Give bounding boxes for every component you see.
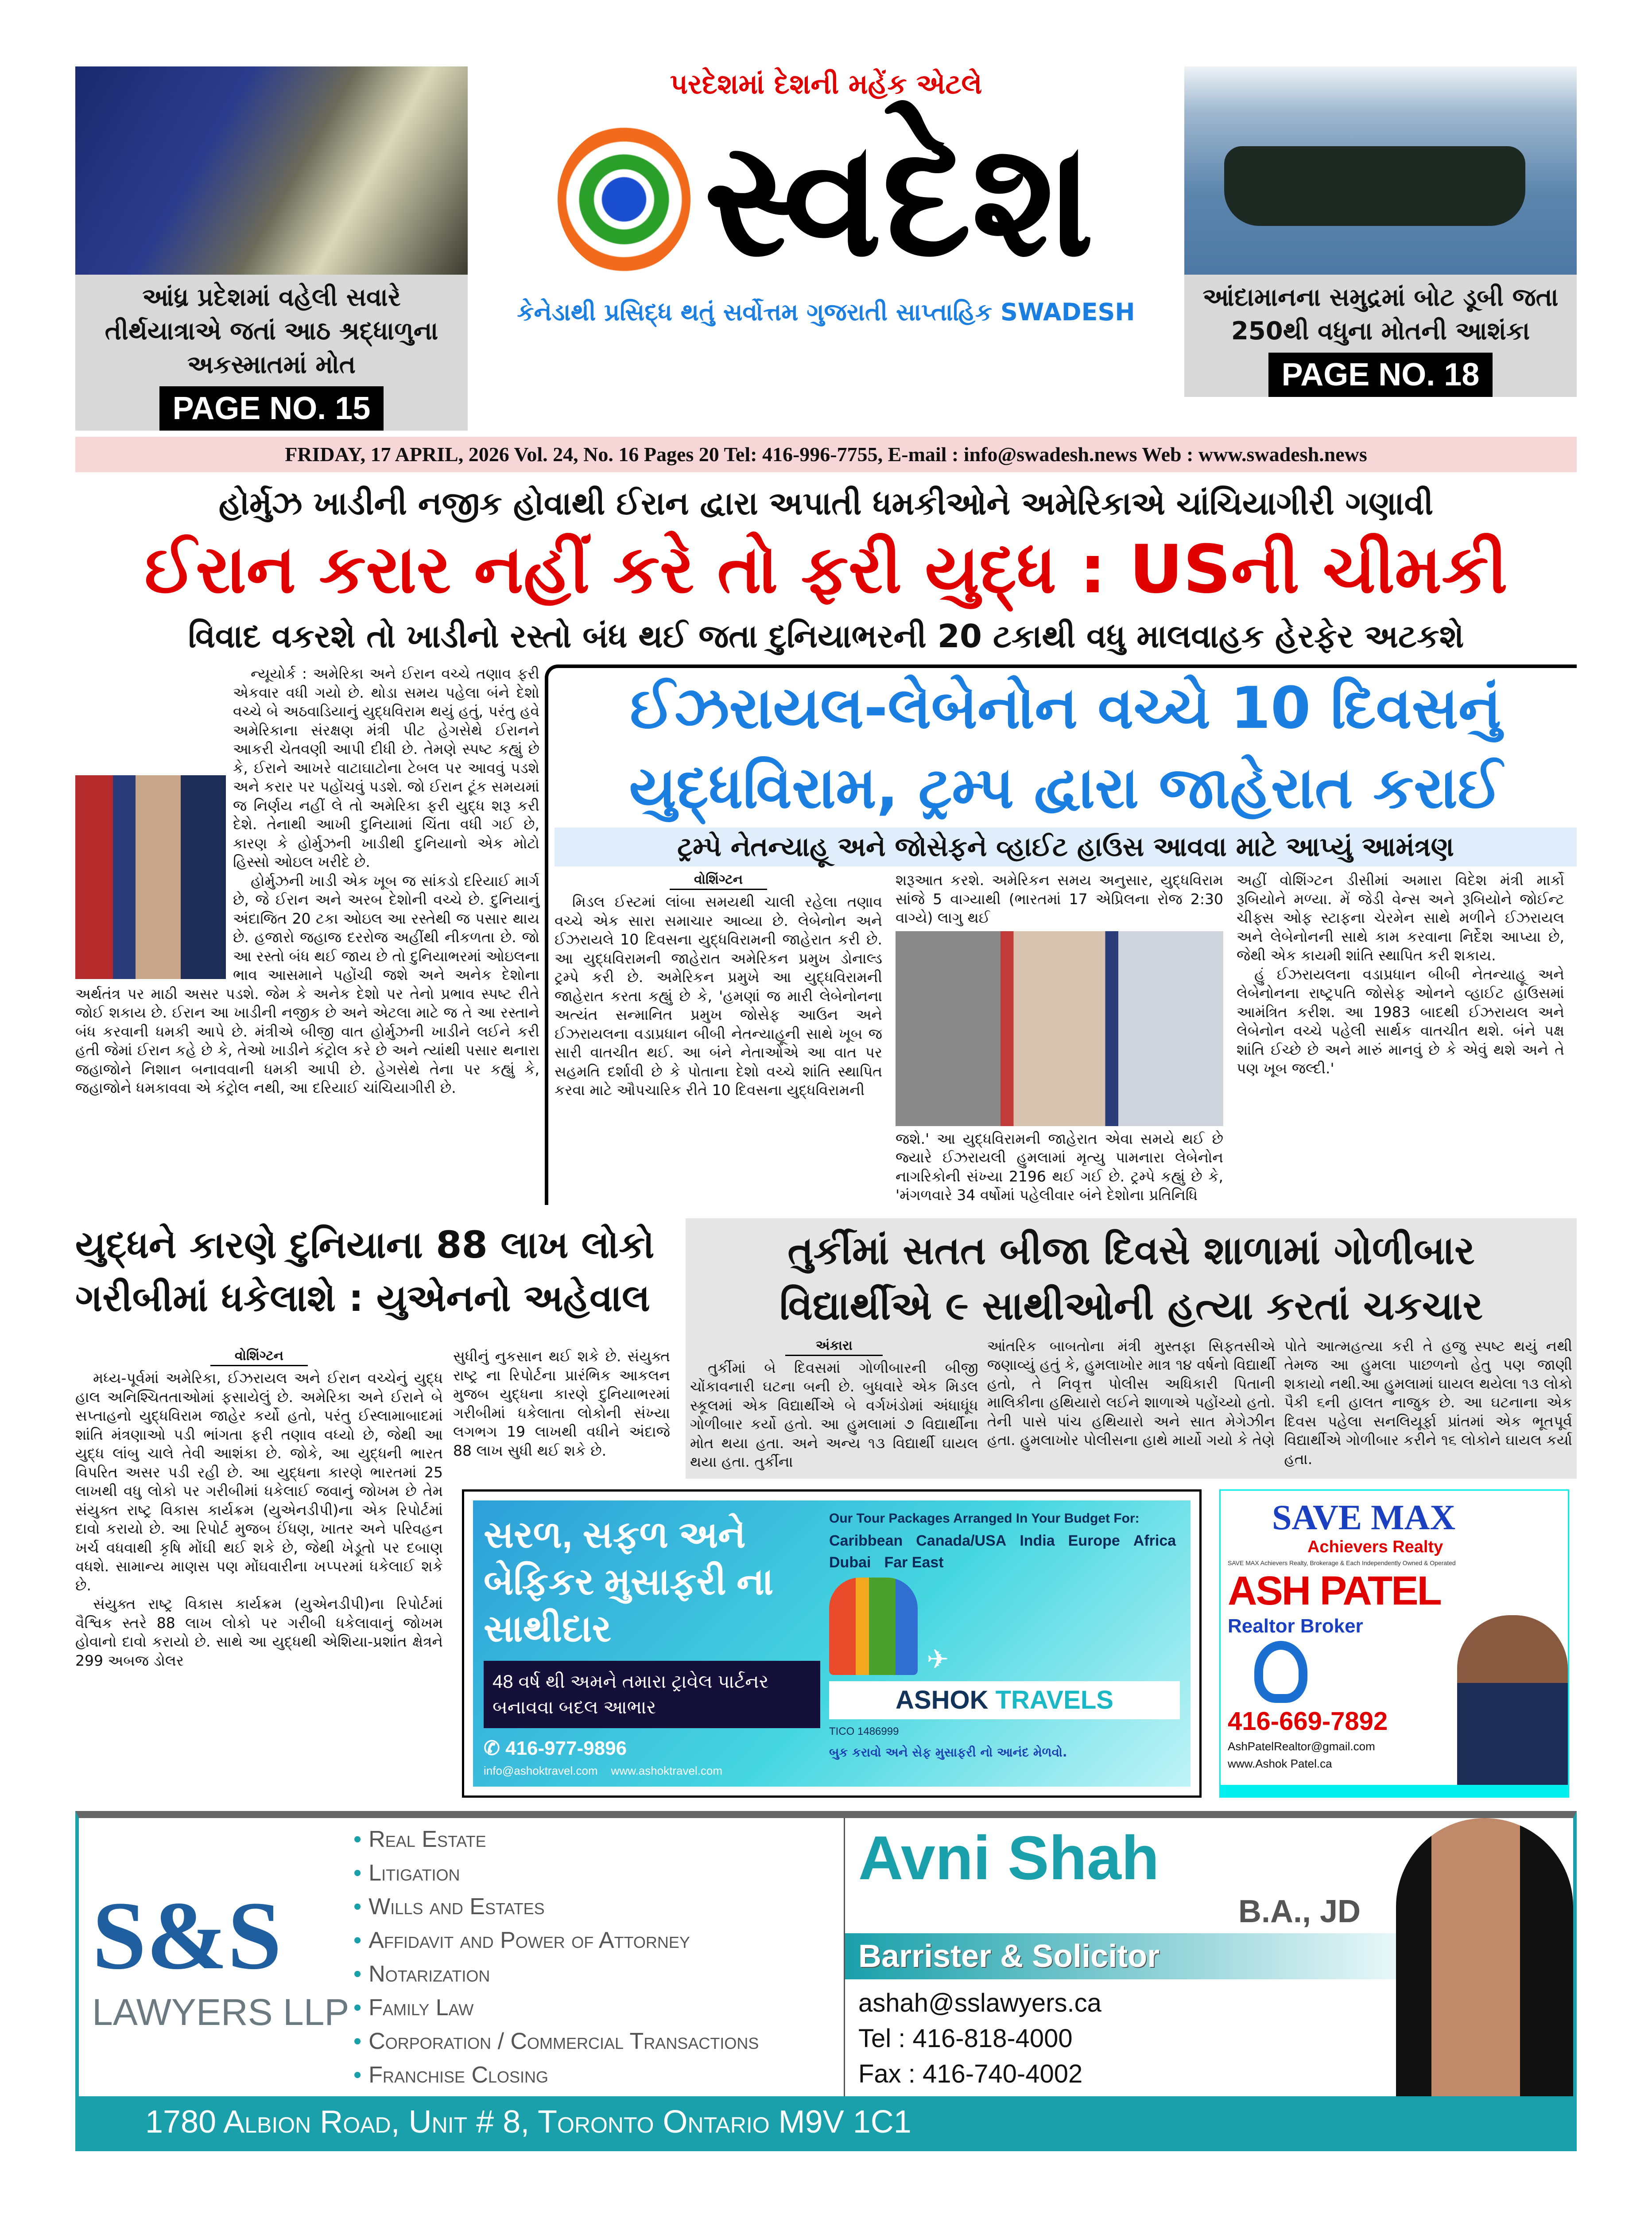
brand-part: ASHOK <box>896 1685 989 1714</box>
story3-dateline: વોશિંગ્ટન <box>210 1347 308 1366</box>
story3-headline-line1: યુદ્ધને કારણે દુનિયાના 88 લાખ લોકો <box>75 1223 655 1267</box>
service-item: • Affidavit and Power of Attorney <box>353 1924 844 1957</box>
story3-col1 <box>75 1343 443 1798</box>
logo-row <box>558 102 1094 297</box>
realtor-email[interactable]: AshPatelRealtor@gmail.com <box>1228 1739 1375 1753</box>
story4-col2 <box>987 1337 1276 1472</box>
travelers-illustration <box>829 1578 918 1675</box>
story2-paragraph: શરૂઆત કરશે. અમેરિકન સમય અનુસાર, યુદ્ધવિરામ સાંજે 5 વાગ્યાથી (ભારતમાં 17 એપ્રિલના રોજ 2:30 વાગ્યે) લાગુ થઈ <box>896 871 1223 926</box>
airplane-icon: ✈ <box>927 1644 949 1675</box>
brand-part: TRAVELS <box>995 1685 1113 1714</box>
cyan-bar <box>1221 1785 1568 1796</box>
service-item: • Family Law <box>353 1991 844 2025</box>
ss-logo: S&S <box>92 1881 282 1990</box>
story2-col2 <box>896 871 1223 1205</box>
story4-headline-line1: તુર્કીમાં સતત બીજા દિવસે શાળામાં ગોળીબાર <box>787 1227 1475 1273</box>
story2-paragraph: હું ઈઝરાયલના વડાપ્રધાન બીબી નેતન્યાહૂ અને લેબેનોનના રાષ્ટ્રપતિ જોસેફ ઓનને વ્હાઈટ હાઉસમાં આમંત્રિત કરીશ. આ 1983 બાદથી ઈઝરાયલ અને લેબેનોન વચ્ચે પહેલી સાર્થક વાતચીત થશે. બંને પક્ષ શાંતિ ઈચ્છે છે અને મારું માનવું છે કે એવું થશે અને તે પણ ખૂબ જલ્દી.' <box>1237 965 1564 1077</box>
realtor-phone[interactable]: 416-669-7892 <box>1228 1706 1388 1736</box>
story2-col3 <box>1237 871 1564 1205</box>
story2-deck: ટ્રમ્પે નેતન્યાહૂ અને જોસેફને વ્હાઈટ હાઉસ આવવા માટે આપ્યું આમંત્રણ <box>555 828 1577 867</box>
lawyer-main <box>79 1818 1573 2096</box>
story2-headline-line2: યુદ્ધવિરામ, ટ્રમ્પ દ્વારા જાહેરાત કરાઈ <box>629 754 1502 821</box>
story4-paragraph: તુર્કીમાં બે દિવસમાં ગોળીબારની બીજી ચોંકાવનારી ઘટના બની છે. બુધવારે એક મિડલ સ્કૂલમાં એક વિદ્યાર્થીએ બે વર્ગખંડોમાં અંધાધૂંધ ગોળીબાર કર્યો હતો. આ હુમલામાં ૭ વિદ્યાર્થીના મોત થયા હતા. અને અન્ય ૧૩ વિદ્યાર્થી ઘાયલ થયા હતા. તુર્કીના <box>690 1359 978 1470</box>
story2-headline-line1: ઈઝરાયલ-લેબેનોન વચ્ચે 10 દિવસનું <box>630 674 1501 742</box>
travel-headline: સરળ, સફળ અને બેફિકર મુસાફરી ના સાથીદાર <box>484 1513 774 1649</box>
service-item: • Litigation <box>353 1856 844 1890</box>
teaser-left <box>75 66 468 431</box>
travel-tagline: બુક કરાવો અને સેફ મુસાફરી નો આનંદ મેળવો. <box>829 1745 1067 1760</box>
story4-col3 <box>1284 1337 1572 1472</box>
service-item: • Corporation / Commercial Transactions <box>353 2025 844 2058</box>
firm-name: LAWYERS LLP <box>92 1991 349 2033</box>
page <box>75 0 1577 2151</box>
story4-headline <box>690 1223 1572 1333</box>
story3-headline-line2: ગરીબીમાં ધકેલાશે : યુએનનો અહેવાલ <box>75 1276 650 1320</box>
story3-paragraph: સંયુક્ત રાષ્ટ્ર વિકાસ કાર્યક્રમ (યુએનડીપી)ના રિપોર્ટમાં વૈશ્વિક સ્તરે 88 લાખ લોકો પર ગરીબી ધકેલાવાનું જોખમ હોવાનો દાવો કરાયો છે. સાથે આ યુદ્ધથી એશિયા-પ્રશાંત ક્ષેત્રને 299 અબજ ડોલર <box>75 1595 443 1669</box>
story2 <box>545 664 1577 1205</box>
savemax-sub: Achievers Realty <box>1307 1537 1443 1556</box>
teaser-right <box>1184 66 1577 397</box>
story3-paragraph: મધ્ય-પૂર્વમાં અમેરિકા, ઈઝરાયલ અને ઈરાન વચ્ચેનું યુદ્ધ હાલ અનિશ્ચિતતાઓમાં ફસાયેલું છે. અમેરિકા અને ઈરાને બે સપ્તાહનો યુદ્ધવિરામ જાહેર કર્યો હતો, પરંતુ ઈસ્લામાબાદમાં શાંતિ મંત્રણાઓ પડી ભાંગતા ફરી તણાવ વધ્યો છે, જેથી આ યુદ્ધ લાંબુ ચાલે તેવી આશંકા છે. જોકે, આ યુદ્ધની ભારત વિપરિત અસર પડી રહી છે. આ યુદ્ધના કારણે ભારતમાં 25 લાખથી વધુ લોકો પર ગરીબીમાં ધકેલાઈ જવાનું જોખમ છે તેમ સંયુક્ત રાષ્ટ્ર વિકાસ કાર્યક્રમ (યુએનડીપી)ના એક રિપોર્ટમાં દાવો કરાયો છે. આ રિપોર્ટ મુજબ ઈંધણ, ખાતર અને પરિવહન ખર્ચ વધવાથી કૃષિ મોંઘી થઈ શકે છે, જેથી ખેડૂતો પર દબાણ વધશે. સામાન્ય માણસ પણ મોંઘવારીના ખપ્પરમાં ધકેલાઈ શકે છે. <box>75 1369 443 1594</box>
savemax-logo: SAVE MAX <box>1272 1498 1456 1537</box>
story4-headline-line2: વિદ્યાર્થીએ ૯ સાથીઓની હત્યા કરતાં ચકચાર <box>779 1282 1483 1329</box>
lawyer-tel[interactable]: Tel : 416-818-4000 <box>858 2024 1073 2053</box>
chakra-logo-icon <box>558 126 690 272</box>
realtor-fine-print: SAVE MAX Achievers Realty, Brokerage & Each Independently Owned & Operated <box>1228 1559 1456 1566</box>
story2-headline <box>555 668 1577 828</box>
lead-paragraph: ન્યૂયોર્ક : અમેરિકા અને ઈરાન વચ્ચે તણાવ ફરી એકવાર વધી ગયો છે. થોડા સમય પહેલા બંને દેશો વચ્ચે બે અઠવાડિયાનું યુદ્ધવિરામ થયું હતું, પરંતુ હવે અમેરિકાના સંરક્ષણ મંત્રી પીટ હેગસેથે ઈરાનને આકરી ચેતવણી આપી દીધી છે. તેમણે સ્પષ્ટ કહ્યું છે કે, ઈરાને આખરે વાટાઘાટોના ટેબલ પર આવવું પડશે અને કરાર પર પહોંચવું પડશે. જો ઈરાન ટૂંક સમયમાં જ નિર્ણય નહીં લે તો અમેરિકા ફરી યુદ્ધ શરૂ કરી દેશે. તેનાથી આખી દુનિયામાં ચિંતા વધી ગઈ છે, કારણ કે હોર્મુઝની ખાડીથી દુનિયાનો એક મોટો હિસ્સો ઓઇલ ખરીદે છે. <box>233 665 539 870</box>
packages-list <box>829 1532 1180 1571</box>
accident-photo <box>75 66 468 275</box>
story4-columns <box>690 1337 1572 1472</box>
package-item: Caribbean <box>829 1532 903 1549</box>
lead-kicker: હોર્મુઝ ખાડીની નજીક હોવાથી ઈરાન દ્વારા અપાતી ધમકીઓને અમેરિકાએ ચાંચિયાગીરી ગણાવી <box>218 485 1434 522</box>
lead-paragraph: હોર્મુઝની ખાડી એક ખૂબ જ સાંકડો દરિયાઈ માર્ગ છે, જે ઈરાન અને અરબ દેશોની વચ્ચે છે. દુનિયાનું અંદાજિત 20 ટકા ઓઇલ આ રસ્તેથી જ પસાર થાય છે. હજારો જહાજ દરરોજ અહીંથી નીકળતા છે. જો આ રસ્તો બંધ થઈ જાય છે તો દુનિયાભરમાં ઓઇલના ભાવ આસમાને પહોંચી જશે અને અનેક દેશોના અર્થતંત્ર પર માઠી અસર પડશે. જેમ કે અનેક દેશો પર તેનો પ્રભાવ સ્પષ્ટ રીતે જોઈ શકાય છે. ઈરાન આ ખાડીની નજીક છે અને એટલા માટે જ તે આ રસ્તાને બંધ કરવાની ધમકી આપે છે. મંત્રીએ બીજી વાત હોર્મુઝની ખાડીને લઈને કરી હતી જેમાં ઈરાન કહે છે કે, તેઓ ખાડીને કંટ્રોલ કરે છે અને ત્યાંથી પસાર થનારા જહાજોને નિશાન બનાવવાની ધમકી આપી છે. હેગસેથે તેના પર કહ્યું કે, જહાજોને ધમકાવવા એ કંટ્રોલ નથી, આ દરિયાઈ ચાંચિયાગીરી છે. <box>75 872 539 1096</box>
story2-paragraph: અહીં વોશિંગ્ટન ડીસીમાં અમારા વિદેશ મંત્રી માર્કો રૂબિયોને મળ્યા. મેં જેડી વેન્સ અને રૂબિયોને જોઈન્ટ ચીફ્સ ઓફ સ્ટાફના ચેરમેન સાથે મળીને ઈઝરાયલ અને લેબેનોનની સાથે કામ કરવાના નિર્દેશ આપ્યા છે, જેથી એક કાયમી શાંતિ સ્થાપિત કરી શકાય. <box>1237 871 1564 964</box>
travel-email[interactable]: info@ashoktravel.com <box>484 1764 598 1777</box>
teaser-caption-right: આંદામાનના સમુદ્રમાં બોટ ડૂબી જતા 250થી વધુના મોતની આશંકા <box>1202 283 1559 346</box>
story2-paragraph: મિડલ ઈસ્ટમાં લાંબા સમયથી ચાલી રહેલા તણાવ વચ્ચે એક સારા સમાચાર આવ્યા છે. લેબેનોન અને ઈઝરાયલે 10 દિવસના યુદ્ધવિરામની જાહેરાત કરી છે. આ યુદ્ધવિરામની જાહેરાત અમેરિકન પ્રમુખ ડોનાલ્ડ ટ્રમ્પે કરી છે. અમેરિકન પ્રમુખે આ યુદ્ધવિરામની જાહેરાત કરતા કહ્યું છે કે, 'હમણાં જ મારી લેબેનોનના અત્યંત સન્માનિત પ્રમુખ જોસેફ આઉન અને ઈઝરાયલના વડાપ્રધાન બીબી નેતન્યાહૂની સાથે ખૂબ જ સારી વાતચીત થઈ. આ બંને નેતાઓએ આ વાત પર સહમતિ દર્શાવી છે કે પોતાના દેશો વચ્ચે શાંતિ સ્થાપિત કરવા માટે ઔપચારિક રીતે 10 દિવસના યુદ્ધવિરામની <box>555 893 882 1099</box>
service-item: • Notarization <box>353 1957 844 1991</box>
lawyer-address: 1780 Albion Road, Unit # 8, Toronto Ontario M9V 1C1 <box>79 2096 1573 2148</box>
story3-headline <box>75 1218 670 1343</box>
service-item: • Real Estate <box>353 1823 844 1856</box>
lead-headline: ઈરાન કરાર નહીં કરે તો ફરી યુદ્ધ : USની ચીમકી <box>144 531 1508 608</box>
realtor-bottom <box>1221 1615 1568 1785</box>
lawyer-email[interactable]: ashah@sslawyers.ca <box>858 1988 1101 2017</box>
story4-paragraph: પોતે આત્મહત્યા કરી તે હજુ સ્પષ્ટ થયું નથી તેમજ આ હુમલા પાછળનો હેતુ પણ જાણી શકાયો નથી.આ હુમલામાં ઘાયલ થયેલા ૧૩ લોકો પૈકી ૬ની હાલત નાજુક છે. આ ઘટનાના એક દિવસ પહેલા સનલિયૂર્ફા પ્રાંતમાં એક ભૂતપૂર્વ વિદ્યાર્થીએ ગોળીબાર કરીને ૧૬ લોકોને ઘાયલ કર્યા હતા. <box>1284 1337 1572 1468</box>
tagline: પરદેશમાં દેશની મહેંક એટલે <box>670 68 982 100</box>
lawyer-role: Barrister & Solicitor <box>845 1933 1396 1979</box>
story2-col1 <box>555 871 882 1205</box>
subtitle: કેનેડાથી પ્રસિદ્ધ થતું સર્વોત્તમ ગુજરાતી સાપ્તાહિક SWADESH <box>517 298 1135 326</box>
lead-deck: વિવાદ વકરશે તો ખાડીનો રસ્તો બંધ થઈ જતા દુનિયાભરની 20 ટકાથી વધુ માલવાહક હેરફેર અટકશે <box>188 618 1464 655</box>
realtor-photo <box>1457 1615 1568 1785</box>
logo: સ્વદેશ <box>704 106 1094 292</box>
travel-ad-panel <box>473 1500 1191 1787</box>
package-item: Canada/USA <box>916 1532 1007 1549</box>
realtor-web[interactable]: www.Ashok Patel.ca <box>1228 1756 1332 1770</box>
dateline-bar: FRIDAY, 17 APRIL, 2026 Vol. 24, No. 16 Pages 20 Tel: 416-996-7755, E-mail : info@swadesh.news Web : www.swadesh.news <box>75 437 1577 472</box>
teaser-page-link-right[interactable]: PAGE NO. 18 <box>1268 353 1493 397</box>
boat-photo <box>1184 66 1577 275</box>
travel-right <box>829 1511 1180 1778</box>
teaser-caption-left: આંધ્ર પ્રદેશમાં વહેલી સવારે તીર્થયાત્રાએ જતાં આઠ શ્રદ્ધાળુના અકસ્માતમાં મોત <box>105 283 438 379</box>
ss-logo-block <box>79 1818 353 2096</box>
story2-paragraph: જશે.' આ યુદ્ધવિરામની જાહેરાત એવા સમયે થઈ છે જ્યારે ઈઝરાયલી હુમલામાં મૃત્યુ પામનારા લેબેનોન નાગરિકોની સંખ્યા 2196 થઈ ગઈ છે. ટ્રમ્પે કહ્યું છે કે, 'મંગળવારે 34 વર્ષોમાં પહેલીવાર બંને દેશોના પ્રતિનિધિ <box>896 1130 1223 1204</box>
realtor-name: ASH PATEL <box>1228 1568 1441 1613</box>
travel-illustration-row <box>829 1578 1180 1675</box>
leaders-photo <box>896 931 1223 1126</box>
package-item: Europe <box>1068 1532 1120 1549</box>
services-list <box>353 1818 845 2096</box>
realtor-details <box>1228 1615 1457 1785</box>
ashok-travels-ad[interactable] <box>462 1489 1202 1798</box>
package-item: India <box>1020 1532 1055 1549</box>
travel-web[interactable]: www.ashoktravel.com <box>611 1764 723 1777</box>
masthead-center <box>481 66 1171 328</box>
row-lower <box>75 1218 1577 1798</box>
story4-paragraph: આંતરિક બાબતોના મંત્રી મુસ્તફા સિફતસીએ જણાવ્યું હતું કે, હુમલાખોર માત્ર ૧૪ વર્ષનો વિદ્યાર્થી હતો, તે નિવૃત્ત પોલીસ અધિકારી પિતાની માલિકીના હથિયારો લઈને શાળાએ પહોંચ્યો હતો. તેની પાસે પાંચ હથિયારો અને સાત મેગેઝીન હતા. હુમલાખોર પોલીસના હાથે માર્યો ગયો કે તેણે <box>987 1337 1276 1449</box>
travel-phone[interactable] <box>484 1737 820 1760</box>
story2-dateline: વોશિંગ્ટન <box>670 871 767 890</box>
phone-icon: ✆ <box>484 1737 506 1759</box>
ashok-travels-logo <box>829 1681 1180 1719</box>
travel-left <box>484 1511 820 1778</box>
service-item: • Wills and Estates <box>353 1890 844 1924</box>
ss-lawyers-ad[interactable] <box>75 1811 1577 2151</box>
boat-shape <box>1224 146 1525 226</box>
story4-dateline: અંકારા <box>785 1337 883 1356</box>
lawyer-name: Avni Shah <box>858 1823 1160 1892</box>
story3-paragraph: સુધીનું નુકસાન થઈ શકે છે. સંયુક્ત રાષ્ટ્ર ના રિપોર્ટના પ્રારંભિક આકલન મુજબ યુદ્ધના કારણે દુનિયાભરમાં ગરીબીમાં ધકેલાતા લોકોની સંખ્યા લગભગ 19 લાખથી વધીને અંદાજે 88 લાખ સુધી થઈ શકે છે. <box>453 1348 670 1459</box>
ash-patel-ad[interactable] <box>1219 1489 1569 1798</box>
story4-box <box>686 1218 1577 1479</box>
teaser-page-link-left[interactable]: PAGE NO. 15 <box>159 386 384 431</box>
hegseth-photo <box>75 775 226 979</box>
lawyer-fax: Fax : 416-740-4002 <box>858 2059 1083 2088</box>
story4-col1 <box>690 1337 978 1472</box>
lawyer-contact <box>845 1818 1396 2096</box>
phone-number: 416-977-9896 <box>505 1737 627 1759</box>
story2-columns <box>555 871 1577 1205</box>
story3-col2 <box>453 1343 670 1479</box>
realtor-title: Realtor Broker <box>1228 1615 1363 1637</box>
home-logo-icon <box>1254 1641 1307 1703</box>
package-item: Dubai <box>829 1554 871 1571</box>
package-item: Africa <box>1133 1532 1176 1549</box>
package-item: Far East <box>884 1554 944 1571</box>
ads-row <box>453 1489 1577 1798</box>
row-lead <box>75 664 1577 1205</box>
tico-number: TICO 1486999 <box>829 1725 899 1737</box>
travel-thanks: 48 વર્ષ થી અમને તમારા ટ્રાવેલ પાર્ટનર બનાવવા બદલ આભાર <box>484 1661 820 1728</box>
travel-contacts <box>484 1764 820 1778</box>
masthead <box>75 66 1577 431</box>
packages-title: Our Tour Packages Arranged In Your Budget For: <box>829 1511 1140 1526</box>
lawyer-credentials: B.A., JD <box>1238 1893 1361 1929</box>
realtor-top <box>1221 1491 1568 1615</box>
lawyer-photo <box>1396 1818 1573 2096</box>
service-item: • Franchise Closing <box>353 2058 844 2092</box>
lead-body <box>75 664 539 1098</box>
